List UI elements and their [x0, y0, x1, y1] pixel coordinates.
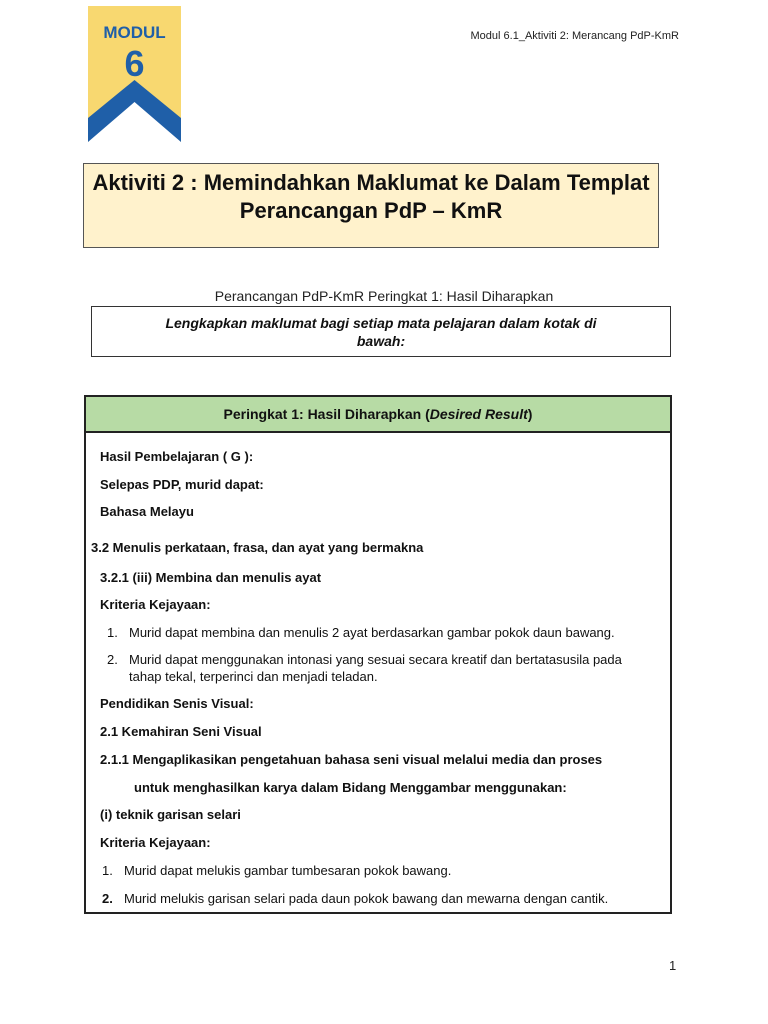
bm-item-1-number: 1. — [107, 625, 118, 640]
subject-pendidikan-seni-visual: Pendidikan Senis Visual: — [100, 696, 254, 711]
page-number: 1 — [669, 958, 677, 973]
psv-item-1-text: Murid dapat melukis gambar tumbesaran pokok bawang. — [124, 863, 452, 878]
bm-item-2-text-cont: tahap tekal, terperinci dan menjadi teladan. — [129, 669, 378, 684]
table-header — [86, 397, 670, 433]
modul-6-logo — [88, 6, 181, 152]
psv-item-2-text: Murid melukis garisan selari pada daun pokok bawang dan mewarna dengan cantik. — [124, 891, 609, 906]
header-reference: Modul 6.1_Aktiviti 2: Merancang PdP-KmR — [470, 30, 679, 42]
table-header-prefix: Peringkat 1: Hasil Diharapkan ( — [223, 406, 430, 422]
bm-item-2-text: Murid dapat menggunakan intonasi yang sesuai secara kreatif dan bertatasusila pada — [129, 652, 622, 667]
hasil-pembelajaran: Hasil Pembelajaran ( G ): — [100, 449, 254, 464]
psv-item-2-number: 2. — [102, 891, 113, 906]
table-header-italic: Desired Result — [429, 406, 528, 422]
instruction-line-1: Lengkapkan maklumat bagi setiap mata pelajaran dalam kotak di — [165, 315, 597, 331]
bm-item-1-text: Murid dapat membina dan menulis 2 ayat berdasarkan gambar pokok daun bawang. — [129, 625, 615, 640]
title-box — [83, 163, 659, 248]
instruction-line-2: bawah: — [356, 333, 406, 349]
selepas-pdp: Selepas PDP, murid dapat: — [100, 477, 264, 492]
title-line-2: Perancangan PdP – KmR — [239, 198, 503, 223]
logo-word: MODUL — [103, 23, 166, 42]
modul-banner-graphic — [88, 6, 181, 152]
title-line-1: Aktiviti 2 : Memindahkan Maklumat ke Dalam Templat — [92, 170, 650, 195]
logo-number: 6 — [124, 43, 145, 84]
instruction-box — [91, 306, 671, 357]
desired-result-table — [84, 395, 672, 914]
bm-item-2-number: 2. — [107, 652, 118, 667]
standard-3-2: 3.2 Menulis perkataan, frasa, dan ayat yang bermakna — [91, 540, 424, 555]
teknik-garisan: (i) teknik garisan selari — [100, 807, 241, 822]
kriteria-kejayaan-bm: Kriteria Kejayaan: — [100, 597, 211, 612]
table-header-suffix: ) — [527, 406, 533, 422]
standard-3-2-1: 3.2.1 (iii) Membina dan menulis ayat — [100, 570, 322, 585]
standard-2-1: 2.1 Kemahiran Seni Visual — [100, 724, 262, 739]
subject-bahasa-melayu: Bahasa Melayu — [100, 504, 194, 519]
standard-2-1-1: 2.1.1 Mengaplikasikan pengetahuan bahasa seni visual melalui media dan proses — [100, 752, 603, 767]
psv-item-1-number: 1. — [102, 863, 113, 878]
section-subtitle: Perancangan PdP-KmR Peringkat 1: Hasil Diharapkan — [214, 288, 554, 304]
kriteria-kejayaan-psv: Kriteria Kejayaan: — [100, 835, 211, 850]
standard-2-1-1-cont: untuk menghasilkan karya dalam Bidang Menggambar menggunakan: — [134, 780, 567, 795]
